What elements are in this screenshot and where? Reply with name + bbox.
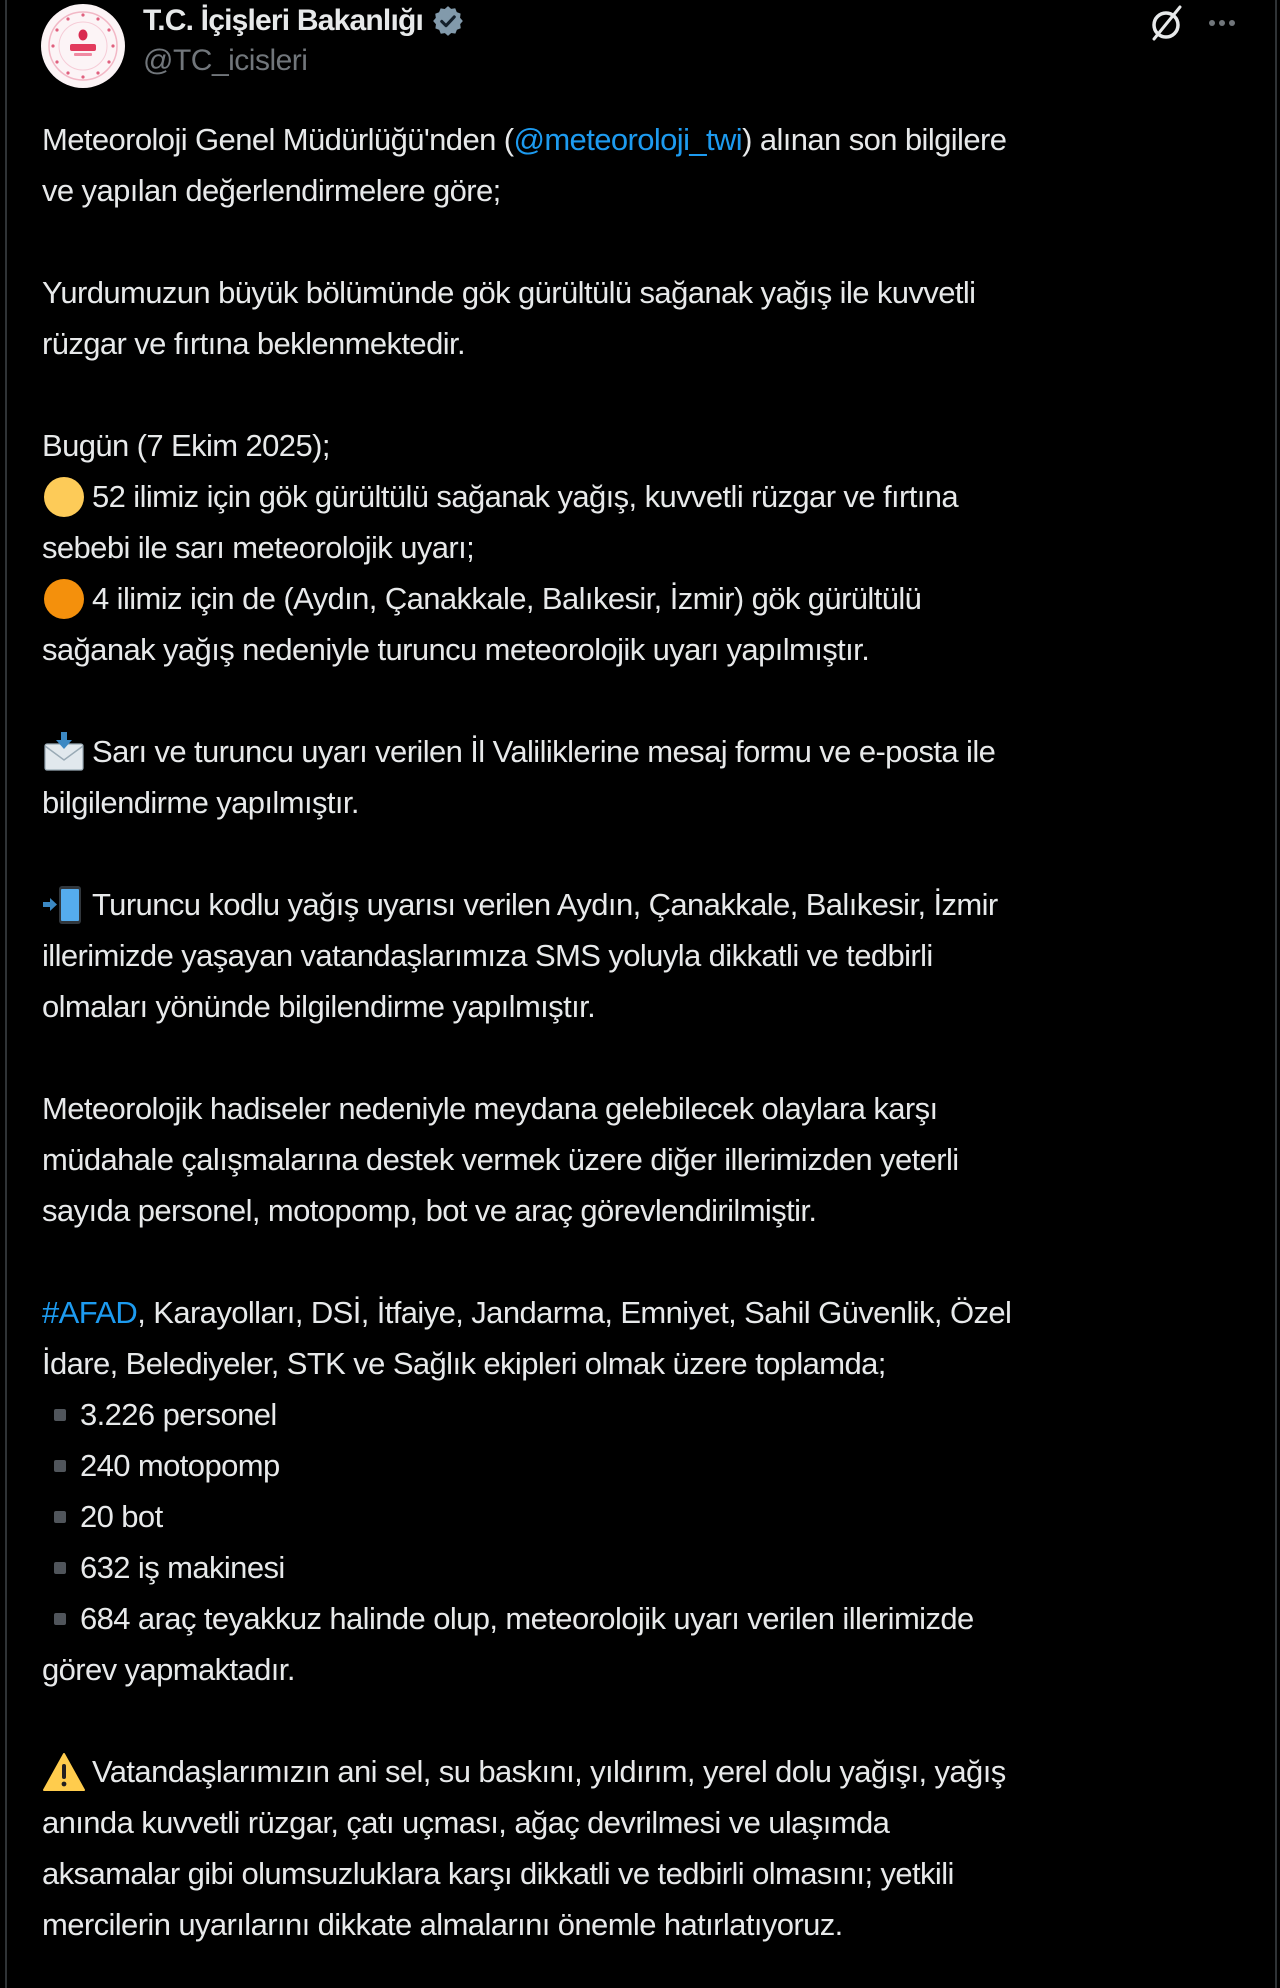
tweet-line bbox=[42, 573, 1262, 624]
display-name[interactable]: T.C. İçişleri Bakanlığı bbox=[143, 4, 424, 37]
mobile-phone-with-arrow-icon bbox=[42, 883, 86, 927]
text-segment: Vatandaşlarımızın ani sel, su baskını, yıldırım, yerel dolu yağışı, yağış bbox=[92, 1754, 1006, 1789]
black-small-square-icon bbox=[54, 1460, 66, 1472]
list-item-text: 240 motopomp bbox=[80, 1448, 280, 1483]
tweet-line: müdahale çalışmalarına destek vermek üzere diğer illerimizden yeterli bbox=[42, 1142, 959, 1177]
blank-line bbox=[42, 369, 1262, 420]
blank-line bbox=[42, 216, 1262, 267]
list-item bbox=[42, 1389, 1262, 1440]
text-segment: Sarı ve turuncu uyarı verilen İl Valiliklerine mesaj formu ve e-posta ile bbox=[92, 734, 996, 769]
tweet-line: görev yapmaktadır. bbox=[42, 1652, 295, 1687]
list-item-text: 632 iş makinesi bbox=[80, 1550, 285, 1585]
tweet-line bbox=[42, 1746, 1262, 1797]
verified-badge-icon[interactable] bbox=[431, 4, 465, 38]
black-small-square-icon bbox=[54, 1562, 66, 1574]
tweet-line: illerimizde yaşayan vatandaşlarımıza SMS yoluyla dikkatli ve tedbirli bbox=[42, 938, 933, 973]
black-small-square-icon bbox=[54, 1511, 66, 1523]
hashtag-link[interactable]: #AFAD bbox=[42, 1295, 138, 1330]
tweet-line: rüzgar ve fırtına beklenmektedir. bbox=[42, 326, 466, 361]
tweet-line: Bugün (7 Ekim 2025); bbox=[42, 428, 330, 463]
envelope-with-arrow-icon bbox=[42, 730, 86, 774]
ministry-seal-icon bbox=[41, 4, 125, 88]
blank-line bbox=[42, 1236, 1262, 1287]
tweet-line: Yurdumuzun büyük bölümünde gök gürültülü sağanak yağış ile kuvvetli bbox=[42, 275, 976, 310]
tweet-line bbox=[42, 1287, 1262, 1338]
tweet-line: ve yapılan değerlendirmelere göre; bbox=[42, 173, 501, 208]
black-small-square-icon bbox=[54, 1613, 66, 1625]
list-item-text: 684 araç teyakkuz halinde olup, meteorolojik uyarı verilen illerimizde bbox=[80, 1601, 974, 1636]
tweet-line bbox=[42, 114, 1262, 165]
warning-icon bbox=[42, 1750, 86, 1794]
tweet-line bbox=[42, 879, 1262, 930]
blank-line bbox=[42, 675, 1262, 726]
tweet-line: anında kuvvetli rüzgar, çatı uçması, ağaç devrilmesi ve ulaşımda bbox=[42, 1805, 890, 1840]
more-options-icon-dot bbox=[1229, 20, 1235, 26]
more-options-button[interactable] bbox=[1200, 8, 1244, 38]
list-item bbox=[42, 1593, 1262, 1644]
tweet-line: sağanak yağış nedeniyle turuncu meteorolojik uyarı yapılmıştır. bbox=[42, 632, 870, 667]
list-item-text: 20 bot bbox=[80, 1499, 163, 1534]
tweet-line: bilgilendirme yapılmıştır. bbox=[42, 785, 359, 820]
tweet-text bbox=[42, 114, 1262, 1950]
text-segment: 4 ilimiz için de (Aydın, Çanakkale, Balıkesir, İzmir) gök gürültülü bbox=[92, 581, 922, 616]
tweet-line: olmaları yönünde bilgilendirme yapılmıştır. bbox=[42, 989, 596, 1024]
text-segment: ) alınan son bilgilere bbox=[742, 122, 1007, 157]
orange-circle-icon bbox=[42, 577, 86, 621]
tweet-line: sebebi ile sarı meteorolojik uyarı; bbox=[42, 530, 475, 565]
blank-line bbox=[42, 828, 1262, 879]
mention-link[interactable]: @meteoroloji_twi bbox=[513, 122, 743, 157]
text-segment: 52 ilimiz için gök gürültülü sağanak yağış, kuvvetli rüzgar ve fırtına bbox=[92, 479, 959, 514]
text-segment: Meteoroloji Genel Müdürlüğü'nden ( bbox=[42, 122, 514, 157]
blank-line bbox=[42, 1032, 1262, 1083]
avatar[interactable] bbox=[41, 4, 125, 88]
list-item bbox=[42, 1542, 1262, 1593]
more-options-icon bbox=[1209, 20, 1215, 26]
list-item-text: 3.226 personel bbox=[80, 1397, 277, 1432]
tweet-line bbox=[42, 726, 1262, 777]
more-options-icon-dot bbox=[1219, 20, 1225, 26]
yellow-circle-icon bbox=[42, 475, 86, 519]
text-segment: Turuncu kodlu yağış uyarısı verilen Aydın, Çanakkale, Balıkesir, İzmir bbox=[92, 887, 998, 922]
grok-icon bbox=[1146, 4, 1186, 44]
list-item bbox=[42, 1440, 1262, 1491]
blank-line bbox=[42, 1695, 1262, 1746]
tweet-line: mercilerin uyarılarını dikkate almalarını önemle hatırlatıyoruz. bbox=[42, 1907, 843, 1942]
text-segment: , Karayolları, DSİ, İtfaiye, Jandarma, Emniyet, Sahil Güvenlik, Özel bbox=[137, 1295, 1012, 1330]
author-name-row[interactable] bbox=[143, 4, 465, 38]
tweet-line: sayıda personel, motopomp, bot ve araç görevlendirilmiştir. bbox=[42, 1193, 817, 1228]
list-item bbox=[42, 1491, 1262, 1542]
author-handle[interactable]: @TC_icisleri bbox=[143, 44, 308, 77]
tweet-line: İdare, Belediyeler, STK ve Sağlık ekipleri olmak üzere toplamda; bbox=[42, 1346, 886, 1381]
tweet-line: aksamalar gibi olumsuzluklara karşı dikkatli ve tedbirli olmasını; yetkili bbox=[42, 1856, 954, 1891]
grok-button[interactable] bbox=[1146, 4, 1186, 44]
black-small-square-icon bbox=[54, 1409, 66, 1421]
tweet-line bbox=[42, 471, 1262, 522]
tweet-line: Meteorolojik hadiseler nedeniyle meydana gelebilecek olaylara karşı bbox=[42, 1091, 938, 1126]
